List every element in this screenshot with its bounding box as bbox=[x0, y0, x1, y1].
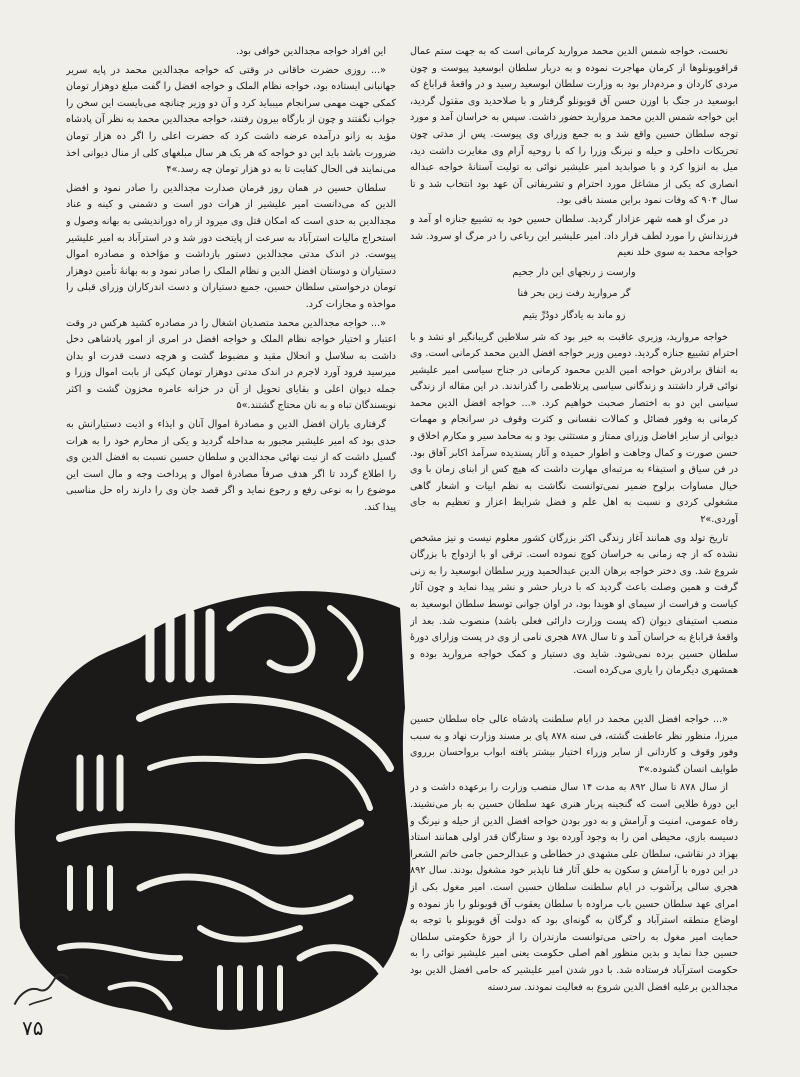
poem-line: وارست ز رنجهای این دار جحیم bbox=[512, 266, 636, 278]
paragraph: از سال ۸۷۸ تا سال ۸۹۲ به مدت ۱۴ سال منصب وزارت را برعهده داشت و در این دورهٔ طلایی است که گنجینه پربار هنری عهد سلطان حسین به بار می‌نشیند. رفاه عمومی، امنیت و آرامش و به دور بودن خواجه افضل الدین از حیله و نیرنگ و دسیسه بازی، محیطی امن را به وجود آورده بود و ستارگان قدر اولی همانند استاد بهزاد در نقاشی، سلطان علی مشهدی در خطاطی و عبدالرحمن جامی خاتم الشعرا در این دوره با آرامش و سکون به خلق آثار فنا ناپذیر خود مشغول بودند. سال ۸۹۲ هجری سالی پرآشوب در ایام سلطنت سلطان حسین است. امیر مغول بکی از امرای عهد سلطان حسین باب مراوده با سلطان یعقوب آق قویونلو را باز نموده و اوضاع منطقه استرآباد و گرگان به گونه‌ای بود که دولت آق قویونلو با توجه به حمایت امیر مغول به راحتی می‌توانست مازندران را از حوزهٔ حکومتی سلطان حسین جدا نماید و بدین منظور اهم اصلی حکومت یعنی امیر علیشیر نوائی را به حکومت استرآباد فرستاده شد. با دور شدن امیر علیشیر که حامی افضل الدین بود مجدالدین برعلیه افضل الدین شروع به فعالیت نمودند. سردسته bbox=[410, 782, 738, 993]
paragraph: «... خواجه مجدالدین محمد متصدیان اشغال را در مصادره کشید هرکس در وقت اعتبار و اختیار خواجه نظام الملک و خواجه افضل در امری از امور پادشاهی دخل داشت به سلاسل و انحلال مقید و مضبوط گشت و هرچه دست قدرت او بدان میرسید فرود آورد لاجرم در اندک مدتی دوهزار تومان کپکی از بابت اموال وزرا و جمله دیوان اعلی و بقایای تحویل از آن در خزانه عامره مخزون گشت و اکثر نویسندگان تباه و به نان محتاج گشتند.»۵ bbox=[66, 317, 396, 412]
paragraph: در مرگ او همه شهر عزادار گردید. سلطان حسین خود به تشییع جنازه او آمد و فرزندانش را مورد لطف قرار داد. امیر علیشیر این رباعی را در مرگ او سرود. شد خواجه محمد به سوی خلد نعیم bbox=[410, 213, 738, 259]
paragraph: خواجه مروارید، وزیری عاقبت به خیر بود که شر سلاطین گریبانگیر او نشد و با احترام تشییع جنازه گردید. دومین وزیر خواجه افضل الدین محمد کرمانی است. وی به اتفاق برادرش خواجه امین الدین محمود کرمانی در جناح سیاسی امیر علیشیر نوائی قرار داشتند و زندگانی سیاسی پرتلاطمی را گذراندند. در این مقاله از زندگی سیاسی این دو به اختصار صحبت خواهیم کرد. «... خواجه افضل الدین محمد کرمانی به وفور فضائل و کمالات نفسانی و کثرت وقوف در سرانجام و مهمات دیوانی از سایر افاضل وزرای ممتاز و مستثنی بود و به محامد سیر و مکارم اخلاق و حسن صورت و کمال وجاهت و اطوار حمیده و آثار پسندیده سرآمد اکابر آفاق بود. در فن سیاق و استیفاء به مرتبه‌ای مهارت داشت که هیچ کس از ابنای زمان با وی خیال مساوات برلوح ضمیر نمی‌توانست نگاشت به نظم ابیات و اشعار گاهی مشغولی کردی و نسبت به اهل علم و فضل شرایط اعزاز و تعظیم به جای آوردی.»۲ bbox=[410, 331, 738, 526]
paragraph: گرفتاری یاران افضل الدین و مصادرهٔ اموال آنان و ایذاء و اذیت دستیارانش به حدی بود که امیر علیشیر مجبور به مداخله گردید و یکی از محارم خود را به هرات گسیل داشت که از نیت نهائی مجدالدین و سلطان حسین نسبت به افضل الدین وی را اطلاع گردد تا اگر هدف صرفاً مصادرهٔ اموال و پرداخت وجه و مال است این موضوع را به نوعی رفع و رجوع نماید و اگر قصد جان وی را دارند راه حل مناسبی پیدا کند. bbox=[66, 419, 396, 514]
bottom-right-column bbox=[410, 712, 738, 1034]
left-column bbox=[66, 44, 396, 576]
paragraph: «... روزی حضرت خاقانی در وقتی که خواجه مجدالدین محمد در پایه سریر جهانبانی ایستاده بود، خواجه نظام الملک و خواجه افضل را گفت مبلغ دوهزار تومان کمکی جهت مهمی سرانجام میبباید کرد و آن دو وزیر چنانچه می‌بایست این سخن را جواب نگفتند و چون از بارگاه بیرون رفتند، خواجه مجدالدین محمد به نظر آن پادشاه مؤید به زانو درآمده عرضه داشت کرد که حضرت اعلی را اگر ده هزار تومان ضرورت باشد باید این دو خواجه که هر یک هر سال مبلغهای کلی از منال دیوانی اخذ می‌نمایند فی الحال کفایت تا به دو هزار تومان چه رسد.»۴ bbox=[66, 64, 396, 176]
quote-paragraph: «... خواجه افضل الدین محمد در ایام سلطنت پادشاه عالی جاه سلطان حسین میرزا، منظور نظر عاطفت گشته، فی سنه ۸۷۸ پای بر مسند وزارت نهاد و به سبب وفور وقوف و کاردانی از سایر وزراء اختیار بیشتر یافته ابواب برواحسان برروی طوایف انسان گشوده.»۳ bbox=[410, 714, 738, 775]
paragraph: تاریخ تولد وی همانند آغاز زندگی اکثر بزرگان کشور معلوم نیست و نیز مشخص نشده که از چه زمانی به خراسان کوچ نموده است. ترقی او با ازدواج با بزرگان شروع شد. وی دختر خواجه برهان الدین عبدالحمید وزیر سلطان ابوسعید را به زنی گرفت و همین وصلت باعث گردید که با دربار حشر و نشر پیدا نماید و چون آثار کیاست و فراست از سیمای او هویدا بود، در اوان جوانی توسط سلطان ابوسعید به منصب استیفای دیوان (که پست وزارت دارائی فعلی باشد) منصوب شد. بعد از واقعهٔ قراباغ به خراسان آمد و تا سال ۸۷۸ هجری نامی از وی در پست وزارای دورهٔ سلطان حسین برده نمی‌شود. شاید وی دستیار و کمک خواجه مروارید بوده و همشهری دیگرمان را یاری می‌کرده است. bbox=[410, 532, 738, 677]
paragraph: نخست، خواجه شمس الدین محمد مروارید کرمانی است که به جهت ستم عمال قراقویونلوها از کرمان مهاجرت نموده و به دربار سلطان ابوسعید پیوست و چون مردی کاردان و مردم‌دار بود به وزارت سلطان ابوسعید رسید و در واقعهٔ قراباغ که ابوسعید در جنگ با اوزن حسن آق قویونلو گرفتار و با صلاحدید وی مقتول گردید، این خواجه شمس الدین محمد مروارید حضور داشت. سپس به خراسان آمد و مورد توجه سلطان حسین واقع شد و به جمع وزرای وی پیوست. پس از مدتی چون تحریکات داخلی و حیله و نیرنگ وزرا را که با روحیه آرام وی مغایرت داشت دید، میل به انزوا کرد و با صوابدید امیر علیشیر نوائی به تولیت آستانهٔ خواجه عبداله انصاری که یکی از مشاغل مورد احترام و تشریفاتی آن عهد بود انتخاب شد و تا سال ۹۰۴ که وفات نمود براین مسند باقی بود. bbox=[410, 46, 738, 207]
poem-line: گر مروارید رفت زین بحر فنا bbox=[517, 288, 631, 300]
paragraph: سلطان حسین در همان روز فرمان صدارت مجدالدین را صادر نمود و افضل الدین که می‌دانست امیر علیشیر از هرات دور است و دشمنی و کینه و عناد مجدالدین به حدی است که امکان قتل وی میرود از راه دوراندیشی به بهانه وصول و استخراج مالیات استرآباد به سرعت از پایتخت دور شد و در استرآباد به امیر علیشیر پیوست. در اندک مدتی مجدالدین دستور بازداشت و مؤاخذه و مصادره اموال دستیاران و دوستان افضل الدین و نظام الملک را صادر نمود و به بهانهٔ تأمین دوهزار تومان درخواستی سلطان حسین، جمیع دستیاران و دست اندرکاران وزرای قبلی را مواخذه و مجازات کرد. bbox=[66, 182, 396, 310]
poem-line: زو ماند به یادگار دودُرِّ یتیم bbox=[522, 309, 626, 321]
page-number: ۷۵ bbox=[22, 1016, 44, 1040]
right-column bbox=[410, 44, 738, 706]
paragraph: این افراد خواجه مجدالدین خوافی بود. bbox=[235, 46, 386, 57]
